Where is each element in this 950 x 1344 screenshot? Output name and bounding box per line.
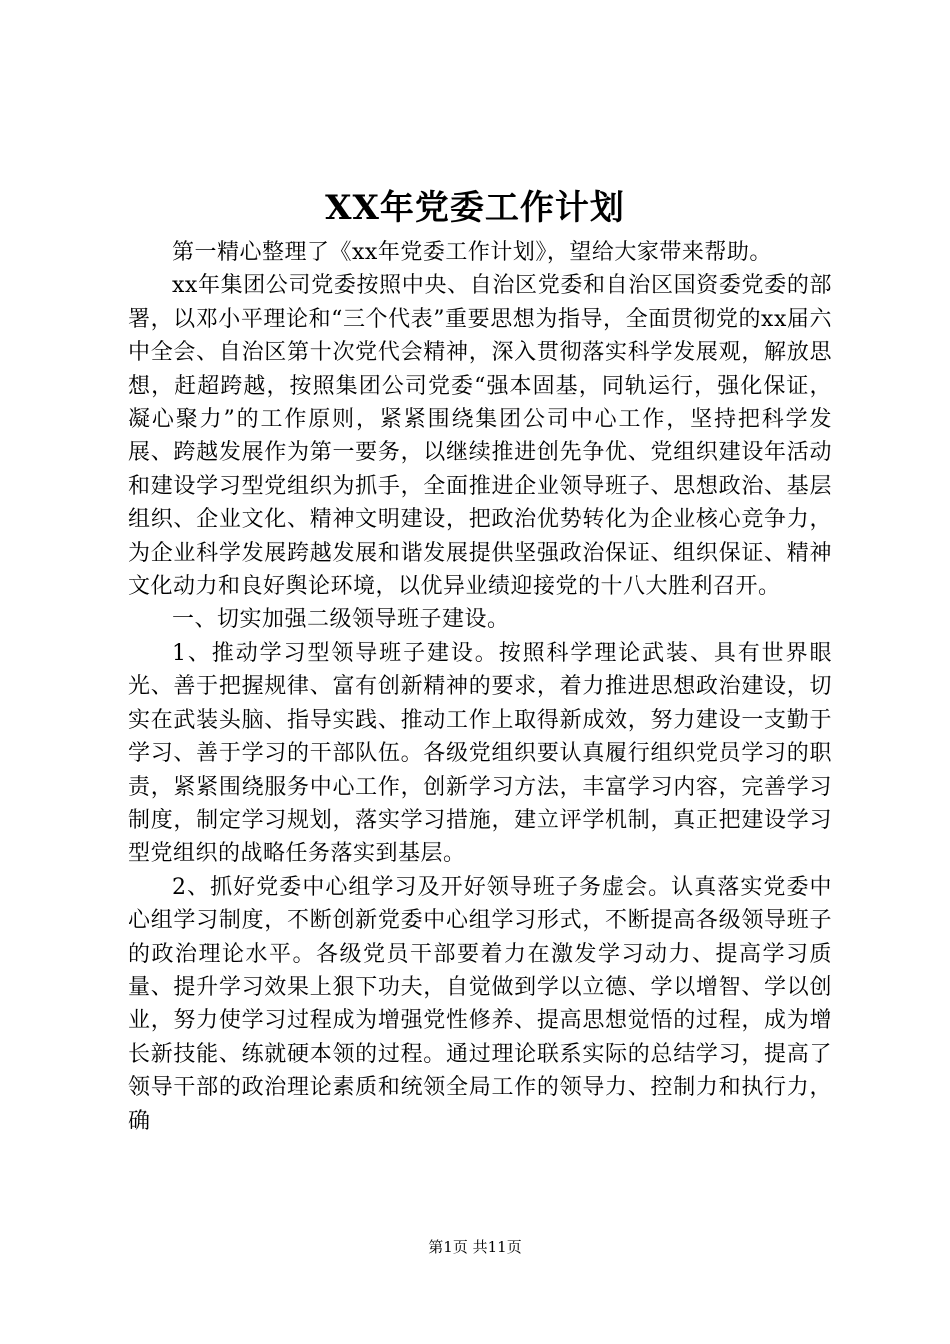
section-heading-1: 一、切实加强二级领导班子建设。 <box>172 607 510 633</box>
paragraph-intro: 第一精心整理了《xx年党委工作计划》，望给大家带来帮助。 <box>172 240 772 265</box>
page-number-footer: 第1页 共11页 <box>428 1238 522 1256</box>
document-title: XX年党委工作计划 <box>325 188 625 228</box>
paragraph-item-1: 1、推动学习型领导班子建设。按照科学理论武装、具有世界眼光、善于把握规律、富有创新精神的要求，着力推进思想政治建设，切实在武装头脑、指导实践、推动工作上取得新成效，努力建设一支勤于学习、善于学习的干部队伍。各级党组织要认真履行组织党员学习的职责，紧紧围绕服务中心工作，创新学习方法，丰富学习内容，完善学习制度，制定学习规划，落实学习措施，建立评学机制，真正把建设学习型党组织的战略任务落实到基层。 <box>128 640 832 867</box>
paragraph-overview: xx年集团公司党委按照中央、自治区党委和自治区国资委党委的部署，以邓小平理论和“三个代表”重要思想为指导，全面贯彻党的xx届六中全会、自治区第十次党代会精神，深入贯彻落实科学发展观，解放思想，赶超跨越，按照集团公司党委“强本固基，同轨运行，强化保证，凝心聚力”的工作原则，紧紧围绕集团公司中心工作，坚持把科学发展、跨越发展作为第一要务，以继续推进创先争优、党组织建设年活动和建设学习型党组织为抓手，全面推进企业领导班子、思想政治、基层组织、企业文化、精神文明建设，把政治优势转化为企业核心竞争力，为企业科学发展跨越发展和谐发展提供坚强政治保证、组织保证、精神文化动力和良好舆论环境，以优异业绩迎接党的十八大胜利召开。 <box>128 273 832 600</box>
document-body <box>128 236 832 1138</box>
paragraph-item-2: 2、抓好党委中心组学习及开好领导班子务虚会。认真落实党委中心组学习制度，不断创新党委中心组学习形式，不断提高各级领导班子的政治理论水平。各级党员干部要着力在激发学习动力、提高学习质量、提升学习效果上狠下功夫，自觉做到学以立德、学以增智、学以创业，努力使学习过程成为增强党性修养、提高思想觉悟的过程，成为增长新技能、练就硬本领的过程。通过理论联系实际的总结学习，提高了领导干部的政治理论素质和统领全局工作的领导力、控制力和执行力，确 <box>128 874 832 1134</box>
